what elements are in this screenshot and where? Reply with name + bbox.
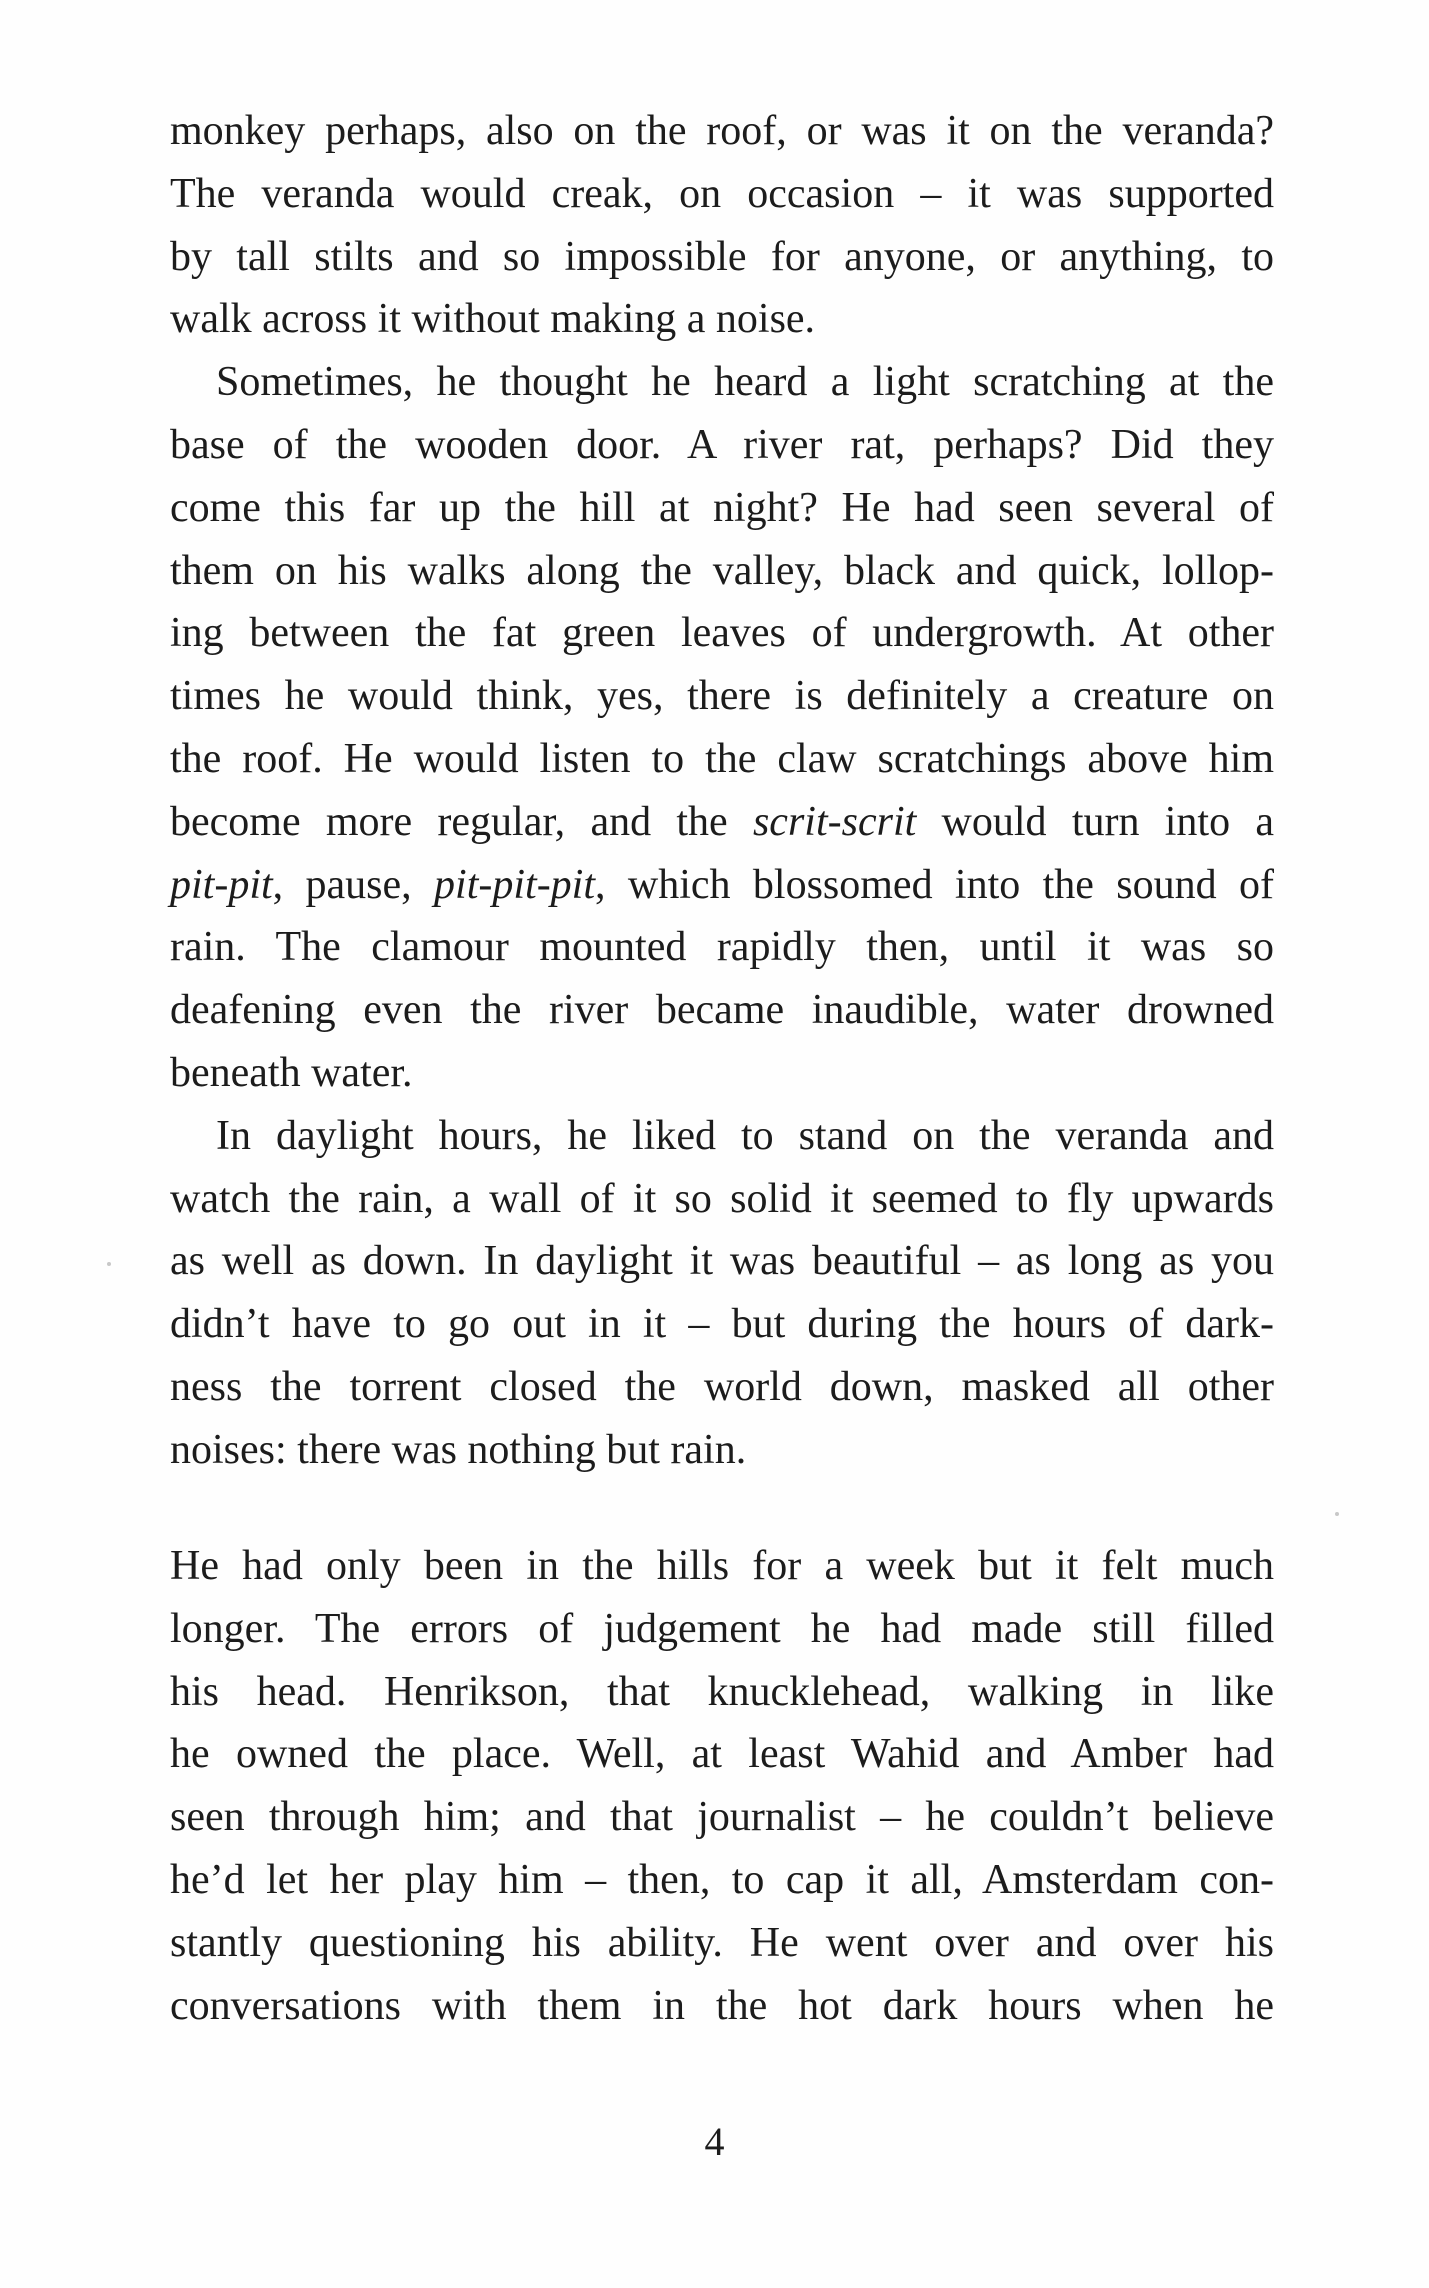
text-line <box>170 854 1274 917</box>
text-line: seen through him; and that journalist – he couldn’t believe <box>170 1794 1274 1841</box>
text-segment: , which blossomed into the sound of <box>595 861 1274 908</box>
text-line: didn’t have to go out in it – but during the hours of dark- <box>170 1301 1274 1348</box>
text-line: he’d let her play him – then, to cap it all, Amsterdam con- <box>170 1856 1274 1903</box>
text-line: monkey perhaps, also on the roof, or was it on the veranda? <box>170 108 1274 154</box>
text-block-lower <box>170 1535 1274 2037</box>
text-line: them on his walks along the valley, black and quick, lollop- <box>170 547 1274 594</box>
text-segment: would turn into a <box>916 798 1274 845</box>
text-line: times he would think, yes, there is definitely a creature on <box>170 673 1274 720</box>
text-line: He had only been in the hills for a week but it felt much <box>170 1543 1274 1589</box>
text-line: ness the torrent closed the world down, masked all other <box>170 1363 1274 1410</box>
scan-speck <box>1335 1512 1339 1516</box>
text-line: conversations with them in the hot dark hours when he <box>170 1982 1274 2029</box>
text-line: noises: there was nothing but rain. <box>170 1426 747 1473</box>
text-line: The veranda would creak, on occasion – it was supported <box>170 170 1274 217</box>
text-line: his head. Henrikson, that knucklehead, walking in like <box>170 1668 1274 1715</box>
text-line: deafening even the river became inaudible, water drowned <box>170 987 1274 1034</box>
text-line: base of the wooden door. A river rat, perhaps? Did they <box>170 421 1274 468</box>
text-line: the roof. He would listen to the claw scratchings above him <box>170 735 1274 782</box>
text-line: come this far up the hill at night? He had seen several of <box>170 484 1274 531</box>
text-line: rain. The clamour mounted rapidly then, until it was so <box>170 924 1274 971</box>
text-line: by tall stilts and so impossible for anyone, or anything, to <box>170 233 1274 280</box>
italic-text: pit-pit <box>170 861 273 908</box>
page-number: 4 <box>704 2119 725 2164</box>
text-line: walk across it without making a noise. <box>170 296 816 343</box>
text-block-upper <box>170 100 1274 1482</box>
text-line: longer. The errors of judgement he had made still filled <box>170 1605 1274 1652</box>
text-line: beneath water. <box>170 1049 413 1096</box>
italic-text: scrit-scrit <box>752 798 917 845</box>
text-line: watch the rain, a wall of it so solid it seemed to fly upwards <box>170 1175 1274 1222</box>
scan-speck <box>107 1262 111 1266</box>
text-segment: , pause, <box>272 861 435 908</box>
text-line: he owned the place. Well, at least Wahid and Amber had <box>170 1731 1274 1778</box>
text-line <box>170 791 1274 854</box>
text-line: stantly questioning his ability. He went over and over his <box>170 1919 1274 1966</box>
italic-text: pit-pit-pit <box>434 861 596 908</box>
text-line: ing between the fat green leaves of undergrowth. At other <box>170 610 1274 657</box>
text-line: as well as down. In daylight it was beautiful – as long as you <box>170 1238 1274 1285</box>
text-line: In daylight hours, he liked to stand on the veranda and <box>216 1112 1274 1159</box>
text-segment: become more regular, and the <box>170 798 753 845</box>
text-line: Sometimes, he thought he heard a light scratching at the <box>216 359 1274 406</box>
